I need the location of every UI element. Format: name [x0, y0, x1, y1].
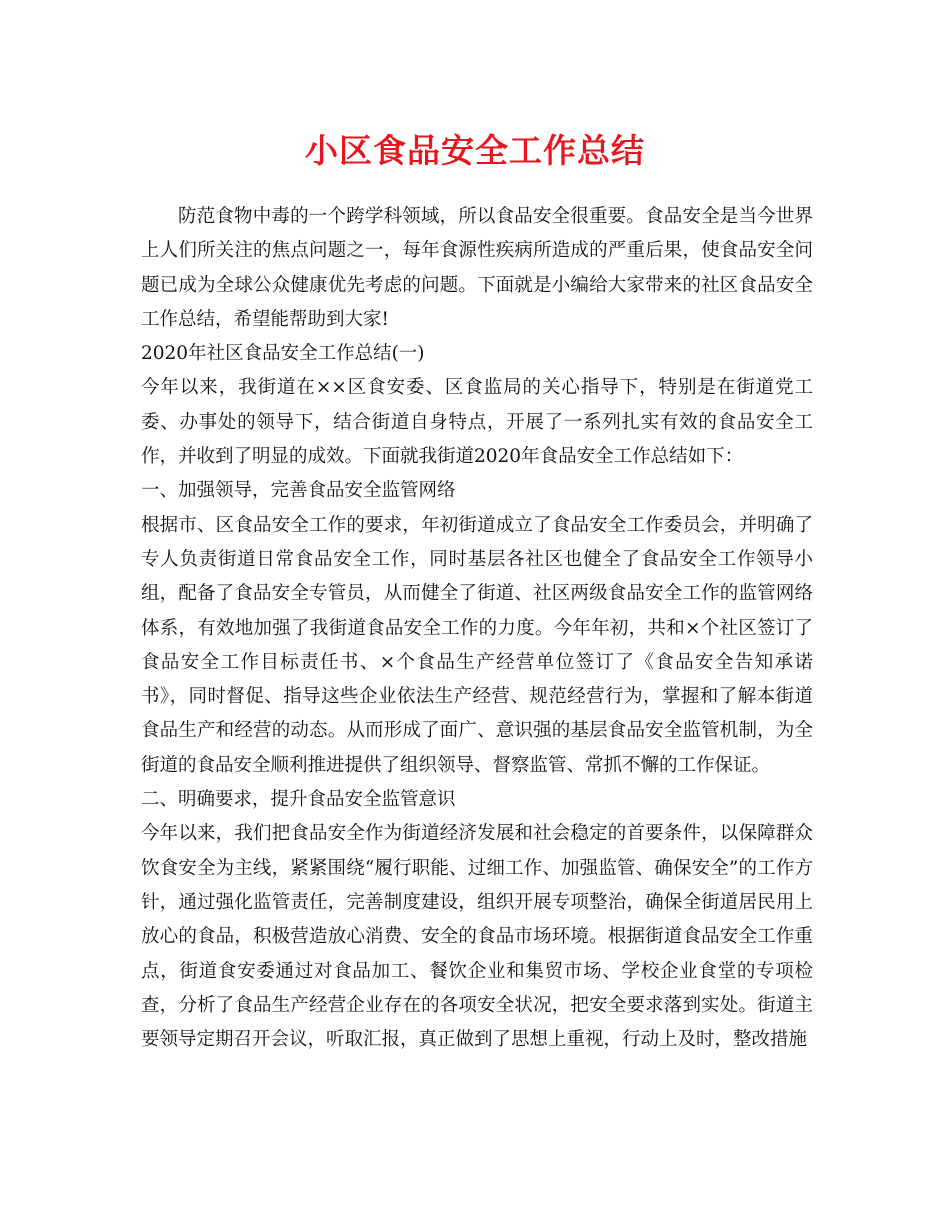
- section-heading-1: 一、加强领导，完善食品安全监管网络: [141, 480, 456, 502]
- body-paragraph: 今年以来，我街道在××区食安委、区食监局的关心指导下，特别是在街道党工委、办事处的领导下，结合街道自身特点，开展了一系列扎实有效的食品安全工作，并收到了明显的成效。下面就我街道2020年食品安全工作总结如下：: [141, 377, 813, 468]
- document-title: 小区食品安全工作总结: [305, 131, 645, 170]
- section-heading-2: 二、明确要求，提升食品安全监管意识: [141, 789, 456, 811]
- body-paragraph: 今年以来，我们把食品安全作为街道经济发展和社会稳定的首要条件，以保障群众饮食安全为主线，紧紧围绕“履行职能、过细工作、加强监管、确保安全”的工作方针，通过强化监管责任，完善制度建设，组织开展专项整治，确保全街道居民用上放心的食品，积极营造放心消费、安全的食品市场环境。根据街道食品安全工作重点，街道食安委通过对食品加工、餐饮企业和集贸市场、学校企业食堂的专项检查，分析了食品生产经营企业存在的各项安全状况，把安全要求落到实处。街道主要领导定期召开会议，听取汇报，真正做到了思想上重视，行动上及时，整改措施: [141, 823, 813, 1051]
- section-heading-2020-summary: 2020年社区食品安全工作总结(一): [141, 343, 425, 365]
- body-paragraph: 根据市、区食品安全工作的要求，年初街道成立了食品安全工作委员会，并明确了专人负责街道日常食品安全工作，同时基层各社区也健全了食品安全工作领导小组，配备了食品安全专管员，从而健全了街道、社区两级食品安全工作的监管网络体系，有效地加强了我街道食品安全工作的力度。今年年初，共和×个社区签订了食品安全工作目标责任书、×个食品生产经营单位签订了《食品安全告知承诺书》，同时督促、指导这些企业依法生产经营、规范经营行为，掌握和了解本街道食品生产和经营的动态。从而形成了面广、意识强的基层食品安全监管机制，为全街道的食品安全顺利推进提供了组织领导、督察监管、常抓不懈的工作保证。: [141, 514, 813, 776]
- intro-paragraph: 防范食物中毒的一个跨学科领域，所以食品安全很重要。食品安全是当今世界上人们所关注的焦点问题之一，每年食源性疾病所造成的严重后果，使食品安全问题已成为全球公众健康优先考虑的问题。下面就是小编给大家带来的社区食品安全工作总结，希望能帮助到大家!: [141, 206, 813, 330]
- document-body: [141, 200, 813, 1057]
